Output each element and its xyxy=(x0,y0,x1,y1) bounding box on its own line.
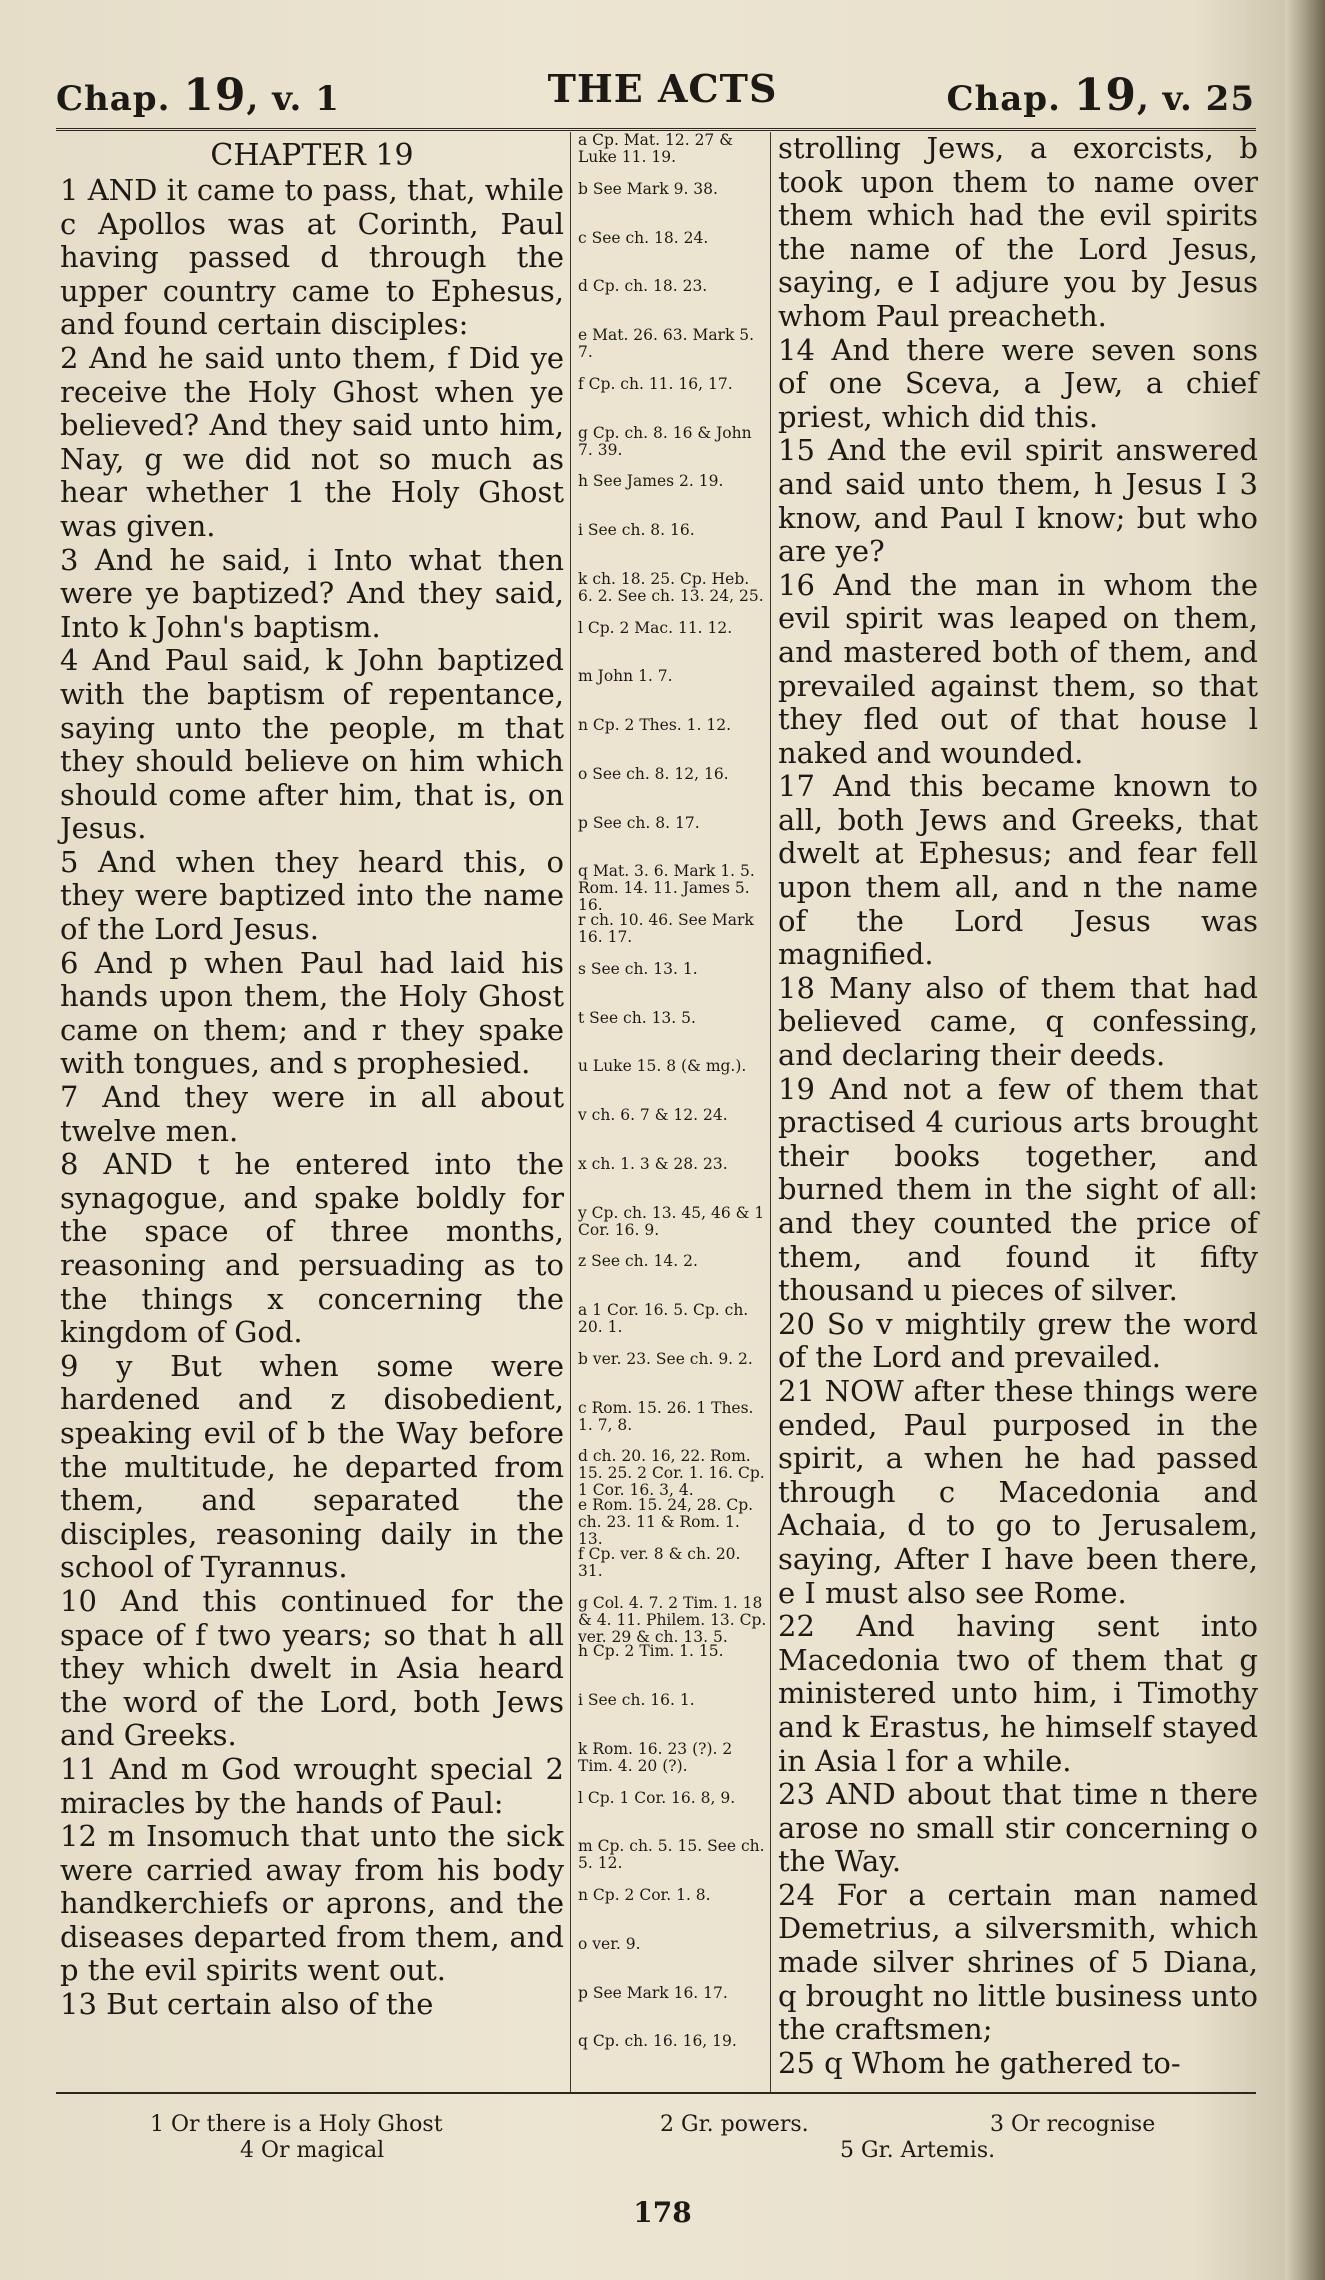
margin-reference: g Col. 4. 7. 2 Tim. 1. 18 & 4. 11. Philem. 13. Cp. ver. 29 & ch. 13. 5. xyxy=(578,1594,767,1646)
margin-reference: d ch. 20. 16, 22. Rom. 15. 25. 2 Cor. 1. 16. Cp. 1 Cor. 16. 3, 4. xyxy=(578,1447,765,1499)
margin-reference: p See Mark 16. 17. xyxy=(578,1984,728,2002)
margin-reference: q Mat. 3. 6. Mark 1. 5. Rom. 14. 11. James 5. 16. xyxy=(578,862,755,914)
margin-reference: i See ch. 8. 16. xyxy=(578,521,695,539)
margin-reference: x ch. 1. 3 & 28. 23. xyxy=(578,1155,728,1173)
left-verse: 8 AND t he entered into the synagogue, and spake boldly for the space of three months, reasoning and persuading as to the things x concerning the kingdom of God. xyxy=(60,1147,564,1350)
margin-reference: k ch. 18. 25. Cp. Heb. 6. 2. See ch. 13. 24, 25. xyxy=(578,570,764,605)
left-verse: 11 And m God wrought special 2 miracles by the hands of Paul: xyxy=(60,1751,564,1820)
margin-reference: o ver. 9. xyxy=(578,1935,641,1953)
left-verse: 4 And Paul said, k John baptized with the baptism of repentance, saying unto the people, m that they should believe on him which should come after him, that is, on Jesus. xyxy=(60,643,564,846)
margin-reference: f Cp. ch. 11. 16, 17. xyxy=(578,375,733,393)
margin-reference: q Cp. ch. 16. 16, 19. xyxy=(578,2032,737,2050)
margin-reference: a Cp. Mat. 12. 27 & Luke 11. 19. xyxy=(578,131,734,166)
right-verse: 19 And not a few of them that practised 4 curious arts brought their books together, and burned them in the sight of all: and they counted the price of them, and found it fifty thousand u pieces of silver. xyxy=(778,1071,1258,1308)
left-verse: 12 m Insomuch that unto the sick were carried away from his body handkerchiefs or aprons, and the diseases departed from them, and p the evil spirits went out. xyxy=(60,1819,564,1988)
margin-reference: r ch. 10. 46. See Mark 16. 17. xyxy=(578,911,754,946)
margin-reference: u Luke 15. 8 (& mg.). xyxy=(578,1057,747,1075)
margin-reference: b See Mark 9. 38. xyxy=(578,180,718,198)
margin-reference: a 1 Cor. 16. 5. Cp. ch. 20. 1. xyxy=(578,1301,749,1336)
right-verse: 23 AND about that time n there arose no small stir concerning o the Way. xyxy=(778,1777,1258,1879)
left-verses xyxy=(60,174,564,2022)
page-number: 178 xyxy=(633,2196,692,2229)
footnote-4: 4 Or magical xyxy=(240,2138,385,2163)
text-column-left xyxy=(60,132,564,2022)
footnote-5: 5 Gr. Artemis. xyxy=(840,2138,996,2163)
margin-reference: y Cp. ch. 13. 45, 46 & 1 Cor. 16. 9. xyxy=(578,1204,765,1239)
left-verse: 6 And p when Paul had laid his hands upon them, the Holy Ghost came on them; and r they spake with tongues, and s prophesied. xyxy=(60,945,564,1081)
margin-reference: n Cp. 2 Thes. 1. 12. xyxy=(578,716,732,734)
right-verse: 14 And there were seven sons of one Sceva, a Jew, a chief priest, which did this. xyxy=(778,332,1258,434)
margin-reference: z See ch. 14. 2. xyxy=(578,1252,698,1270)
margin-reference: t See ch. 13. 5. xyxy=(578,1009,696,1027)
footnote-2: 2 Gr. powers. xyxy=(660,2112,809,2137)
margin-reference: h Cp. 2 Tim. 1. 15. xyxy=(578,1642,724,1660)
column-divider-right xyxy=(770,132,771,2092)
running-head-title: THE ACTS xyxy=(547,66,778,111)
left-verse: 1 AND it came to pass, that, while c Apollos was at Corinth, Paul having passed d through the upper country came to Ephesus, and found certain disciples: xyxy=(60,173,564,342)
margin-reference: v ch. 6. 7 & 12. 24. xyxy=(578,1106,728,1124)
margin-reference: o See ch. 8. 12, 16. xyxy=(578,765,729,783)
margin-reference: n Cp. 2 Cor. 1. 8. xyxy=(578,1886,711,1904)
margin-reference: k Rom. 16. 23 (?). 2 Tim. 4. 20 (?). xyxy=(578,1740,733,1775)
left-verse: 7 And they were in all about twelve men. xyxy=(60,1080,564,1148)
margin-reference: b ver. 23. See ch. 9. 2. xyxy=(578,1350,753,1368)
right-verse: 25 q Whom he gathered to- xyxy=(778,2045,1181,2080)
margin-reference: e Rom. 15. 24, 28. Cp. ch. 23. 11 & Rom. 1. 13. xyxy=(578,1496,754,1548)
footnote-rule xyxy=(56,2092,1256,2094)
right-verse: 22 And having sent into Macedonia two of them that g ministered unto him, i Timothy and k Erastus, he himself stayed in Asia l for a while. xyxy=(778,1609,1258,1778)
margin-reference: m John 1. 7. xyxy=(578,667,673,685)
margin-reference: c Rom. 15. 26. 1 Thes. 1. 7, 8. xyxy=(578,1399,754,1434)
right-verse: 16 And the man in whom the evil spirit was leaped on them, and mastered both of them, and prevailed against them, so that they fled out of that house l naked and wounded. xyxy=(778,567,1258,770)
margin-reference: e Mat. 26. 63. Mark 5. 7. xyxy=(578,326,755,361)
running-head-right: Chap. 19, v. 25 xyxy=(946,70,1255,121)
right-verse: 18 Many also of them that had believed came, q confessing, and declaring their deeds. xyxy=(778,970,1258,1073)
right-verse: 20 So v mightily grew the word of the Lord and prevailed. xyxy=(778,1306,1258,1375)
right-verse: 15 And the evil spirit answered and said unto them, h Jesus I 3 know, and Paul I know; but who are ye? xyxy=(778,433,1258,569)
margin-reference: l Cp. 1 Cor. 16. 8, 9. xyxy=(578,1789,736,1807)
book-spine-shadow xyxy=(1285,0,1325,2280)
running-head-left: Chap. 19, v. 1 xyxy=(56,70,340,121)
right-verse: 17 And this became known to all, both Jews and Greeks, that dwelt at Ephesus; and fear fell upon them all, and n the name of the Lord Jesus was magnified. xyxy=(778,769,1258,972)
left-verse: 3 And he said, i Into what then were ye baptized? And they said, Into k John's baptism. xyxy=(60,542,564,644)
margin-reference: f Cp. ver. 8 & ch. 20. 31. xyxy=(578,1545,741,1580)
left-verse: 5 And when they heard this, o they were baptized into the name of the Lord Jesus. xyxy=(60,844,564,947)
margin-reference: s See ch. 13. 1. xyxy=(578,960,698,978)
column-divider-left xyxy=(570,132,571,2092)
margin-reference: i See ch. 16. 1. xyxy=(578,1691,695,1709)
footnote-3: 3 Or recognise xyxy=(990,2112,1156,2137)
margin-reference: m Cp. ch. 5. 15. See ch. 5. 12. xyxy=(578,1837,765,1872)
left-verse: 13 But certain also of the xyxy=(60,1987,434,2022)
left-verse: 10 And this continued for the space of f two years; so that h all they which dwelt in Asia heard the word of the Lord, both Jews and Greeks. xyxy=(60,1583,564,1753)
text-column-right xyxy=(778,132,1258,2080)
chapter-title: CHAPTER 19 xyxy=(210,138,414,173)
margin-reference: c See ch. 18. 24. xyxy=(578,229,709,247)
margin-reference: p See ch. 8. 17. xyxy=(578,814,700,832)
right-verse: 24 For a certain man named Demetrius, a silversmith, which made silver shrines of 5 Diana, q brought no little business unto the craftsmen; xyxy=(778,1877,1259,2047)
left-verse: 9 y But when some were hardened and z disobedient, speaking evil of b the Way before the multitude, he departed from them, and separated the disciples, reasoning daily in the school of Tyrannus. xyxy=(60,1348,564,1585)
footnote-1: 1 Or there is a Holy Ghost xyxy=(150,2112,443,2137)
margin-reference: g Cp. ch. 8. 16 & John 7. 39. xyxy=(578,424,752,459)
margin-reference: d Cp. ch. 18. 23. xyxy=(578,277,708,295)
margin-reference: h See James 2. 19. xyxy=(578,472,724,490)
right-verse: strolling Jews, a exorcists, b took upon them to name over them which had the evil spirits the name of the Lord Jesus, saying, e I adjure you by Jesus whom Paul preacheth. xyxy=(778,131,1258,333)
right-verse: 21 NOW after these things were ended, Paul purposed in the spirit, a when he had passed through c Macedonia and Achaia, d to go to Jerusalem, saying, After I have been there, e I must also see Rome. xyxy=(778,1373,1258,1610)
left-verse: 2 And he said unto them, f Did ye receive the Holy Ghost when ye believed? And they said unto him, Nay, g we did not so much as hear whether 1 the Holy Ghost was given. xyxy=(60,340,564,543)
right-verses xyxy=(778,132,1258,2080)
margin-reference: l Cp. 2 Mac. 11. 12. xyxy=(578,619,733,637)
